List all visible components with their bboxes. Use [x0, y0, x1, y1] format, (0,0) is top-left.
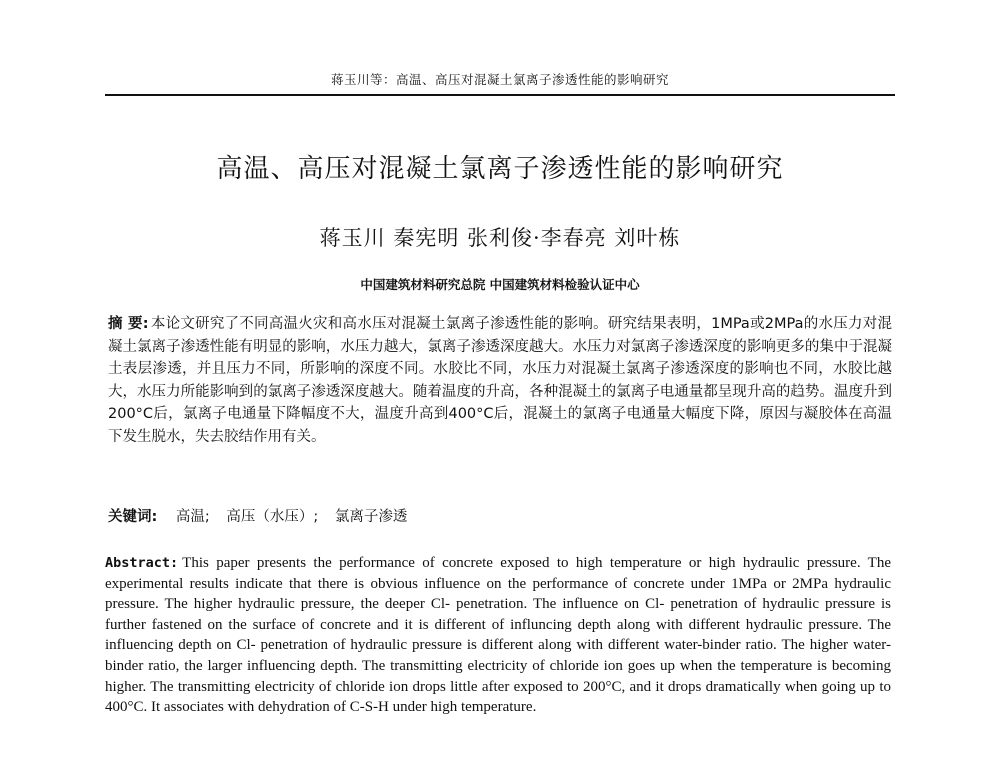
chinese-abstract-text: 本论文研究了不同高温火灾和高水压对混凝土氯离子渗透性能的影响。研究结果表明，1MPa或2MPa的水压力对混凝土氯离子渗透性能有明显的影响，水压力越大，氯离子渗透深度越大。水压力对氯离子渗透深度的影响更多的集中于混凝土表层渗透，并且压力不同，所影响的深度不同。水胶比不同，水压力对混凝土氯离子渗透深度的影响也不同，水胶比越大，水压力所能影响到的氯离子渗透深度越大。随着温度的升高，各种混凝土的氯离子电通量都呈现升高的趋势。温度升到200°C后，氯离子电通量下降幅度不大，温度升高到400°C后，混凝土的氯离子电通量大幅度下降，原因与凝胶体在高温下发生脱水，失去胶结作用有关。 — [108, 316, 892, 445]
chinese-abstract-label: 摘 要: — [108, 316, 149, 332]
chinese-abstract — [108, 313, 892, 448]
english-abstract-text: This paper presents the performance of concrete exposed to high temperature or high hydraulic pressure. The experimental results indicate that there is obvious influence on the performance of concrete under 1MPa or 2MPa hydraulic pressure. The higher hydraulic pressure, the deeper Cl- penetration. The influence on Cl- penetration of hydraulic pressure is further fastened on the surface of concrete and it is different of influncing depth along with different hydraulic pressure. The influencing depth on Cl- penetration of hydraulic pressure is different along with different water-binder ratio. The higher water-binder ratio, the larger influencing depth. The transmitting electricity of chloride ion goes up when the temperature is becoming higher. The transmitting electricity of chloride ion drops little after exposed to 200°C, and it drops dramatically when going up to 400°C. It associates with dehydration of C-S-H under high temperature. — [105, 555, 891, 716]
keyword-item: 高温; — [175, 509, 210, 525]
keyword-item: 氯离子渗透 — [334, 509, 408, 525]
keyword-item: 高压（水压）; — [226, 509, 319, 525]
running-header: 蒋玉川等：高温、高压对混凝土氯离子渗透性能的影响研究 — [105, 70, 895, 96]
paper-title: 高温、高压对混凝土氯离子渗透性能的影响研究 — [216, 154, 784, 184]
author-list: 蒋玉川 秦宪明 张利俊·李春亮 刘叶栋 — [319, 226, 681, 250]
author-affiliation: 中国建筑材料研究总院 中国建筑材料检验认证中心 — [360, 277, 640, 292]
chinese-keywords — [108, 505, 892, 526]
english-abstract — [105, 553, 891, 718]
keywords-label: 关键词: — [108, 509, 158, 525]
english-abstract-label: Abstract: — [105, 555, 179, 571]
